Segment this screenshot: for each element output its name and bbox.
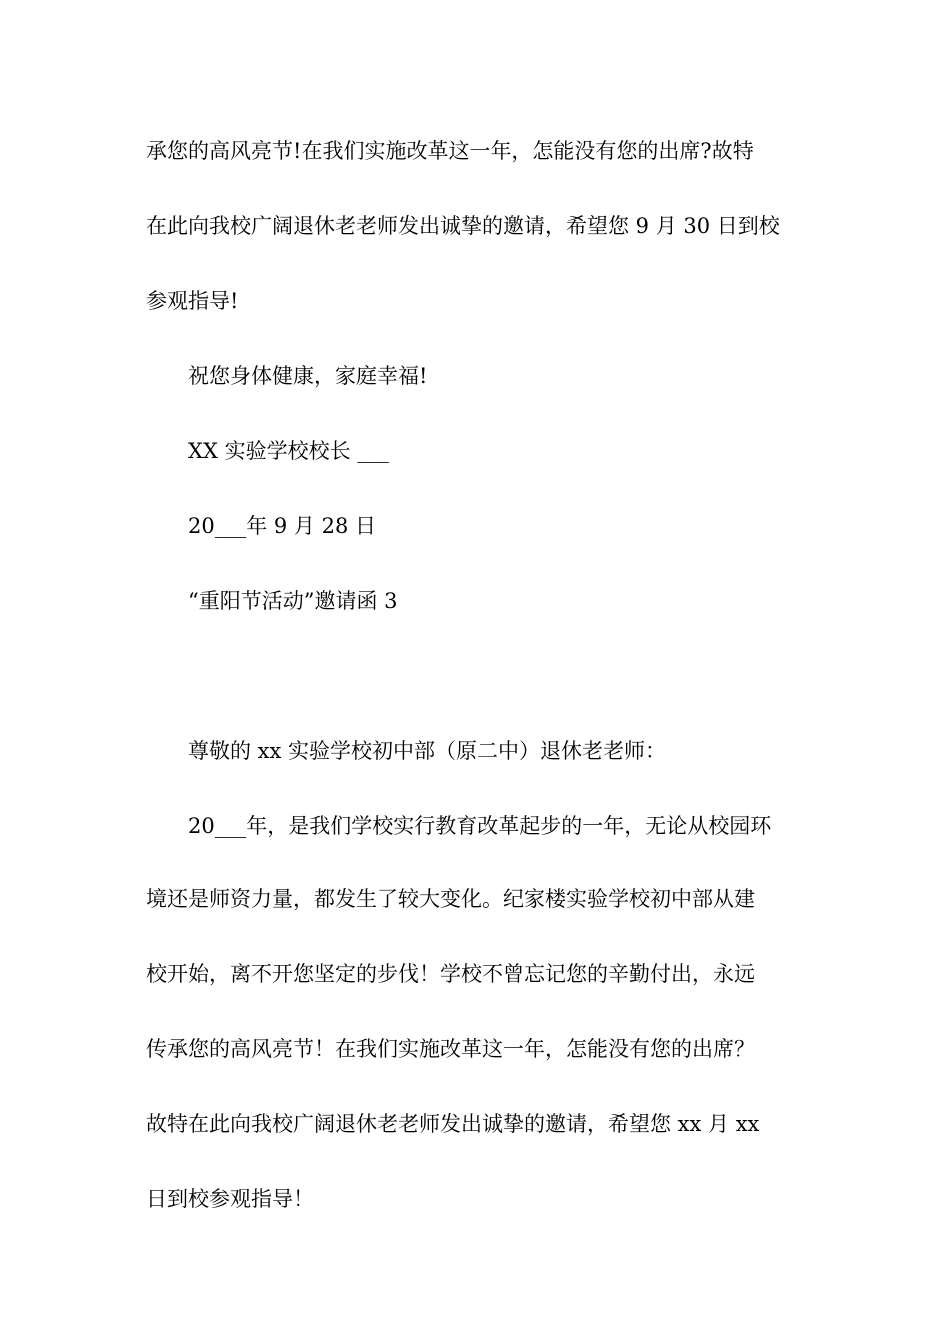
signature-line: XX 实验学校校长 ___: [188, 439, 389, 463]
body-line-3: 校开始，离不开您坚定的步伐！学校不曾忘记您的辛勤付出，永远: [146, 962, 755, 986]
greeting-line: 祝您身体健康，家庭幸福!: [188, 364, 428, 388]
body-line-5: 故特在此向我校广阔退休老老师发出诚挚的邀请，希望您 xx 月 xx: [146, 1112, 760, 1136]
date-line: 20___年 9 月 28 日: [188, 514, 377, 538]
section-title: “重阳节活动”邀请函 3: [188, 589, 398, 613]
paragraph-line-3: 参观指导!: [146, 289, 239, 313]
body-line-1: 20___年，是我们学校实行教育改革起步的一年，无论从校园环: [188, 814, 772, 838]
paragraph-line-1: 承您的高风亮节!在我们实施改革这一年，怎能没有您的出席?故特: [146, 139, 754, 163]
paragraph-line-2: 在此向我校广阔退休老老师发出诚挚的邀请，希望您 9 月 30 日到校: [146, 214, 780, 238]
body-line-2: 境还是师资力量，都发生了较大变化。纪家楼实验学校初中部从建: [146, 887, 755, 911]
body-line-6: 日到校参观指导！: [146, 1187, 314, 1211]
salutation-line: 尊敬的 xx 实验学校初中部（原二中）退休老老师：: [188, 739, 667, 763]
body-line-4: 传承您的高风亮节！在我们实施改革这一年，怎能没有您的出席？: [146, 1037, 755, 1061]
